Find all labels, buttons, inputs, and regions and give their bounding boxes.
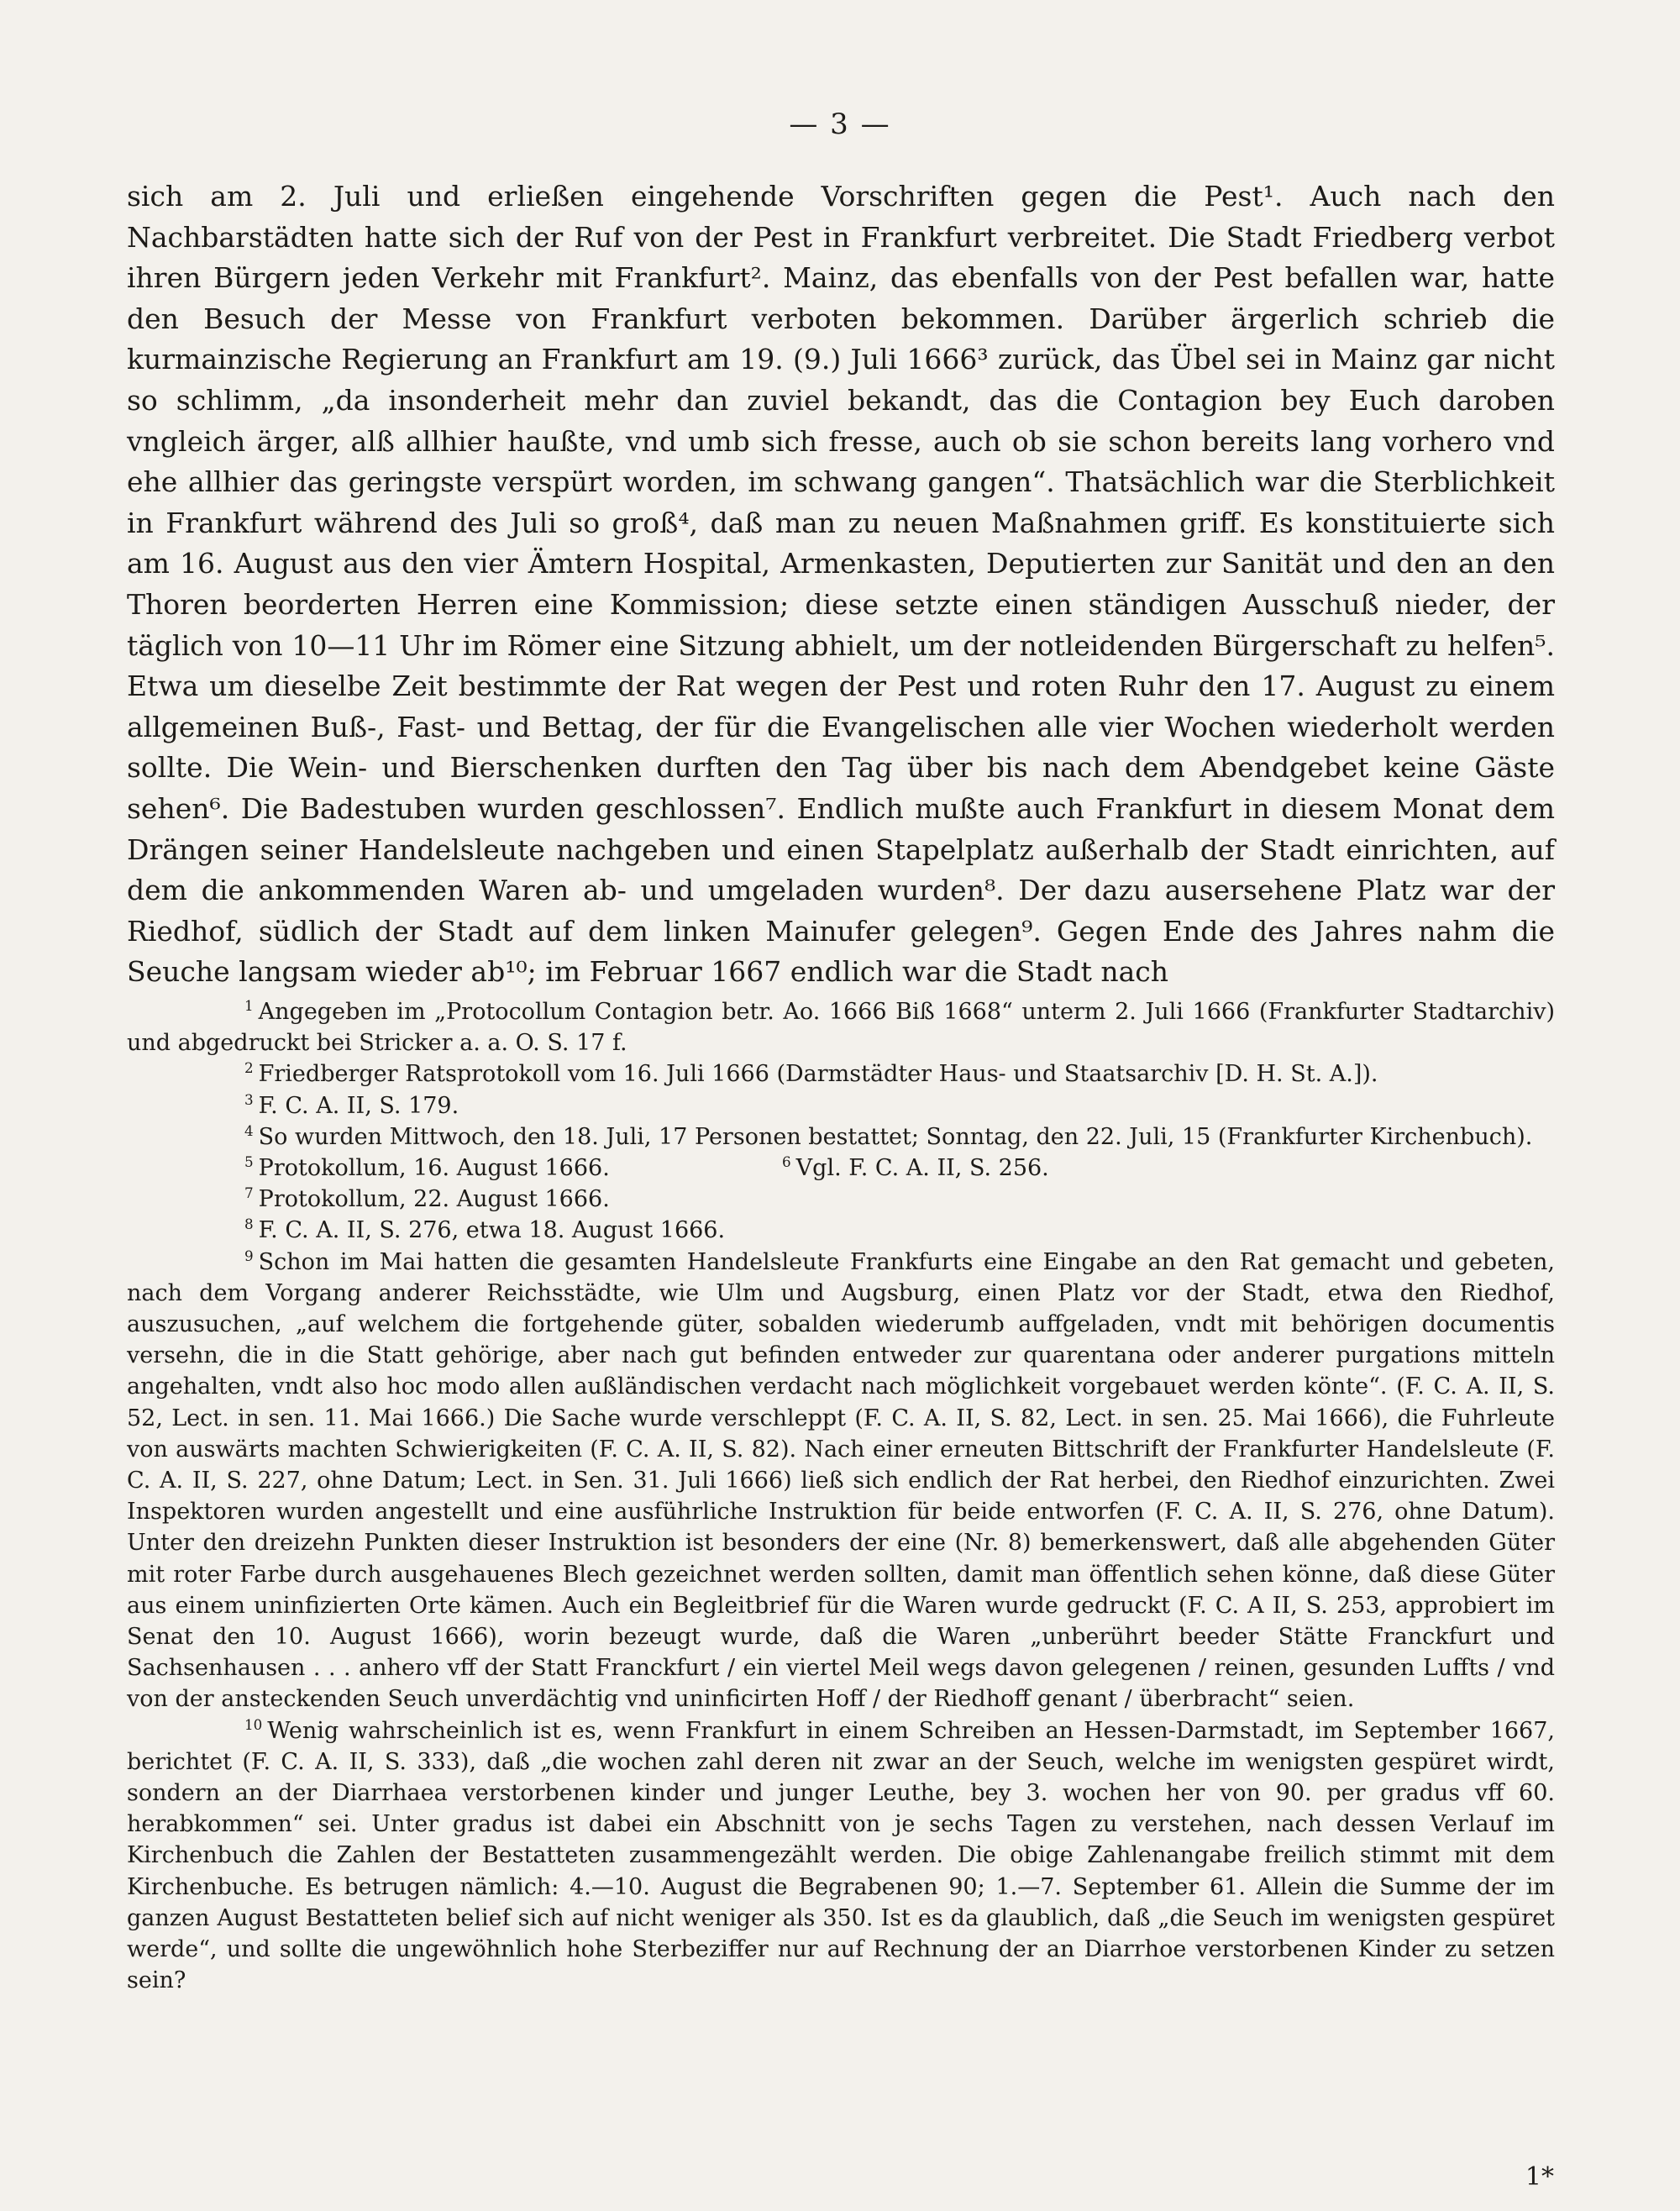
footnote-6 [782,1153,1049,1184]
footnote-mark: 6 [782,1153,791,1171]
footnote-text: Schon im Mai hatten die gesamten Handelsleute Frankfurts eine Eingabe an den Rat gemacht und gebeten, nach dem Vorgang anderer Reichsstädte, wie Ulm und Augsburg, einen Platz vor der Stadt, etwa den Riedhof, auszusuchen, „auf welchem die fortgehende güter, sobalden wiederumb auffgeladen, vndt mit behörigen documentis versehn, die in die Statt gehörige, aber nach gut befinden entweder zur quarentana oder anderer purgations mitteln angehalten, vndt also hoc modo allen außländischen verdacht nach möglichkeit vorgebauet werden könte“. (F. C. A. II, S. 52, Lect. in sen. 11. Mai 1666.) Die Sache wurde verschleppt (F. C. A. II, S. 82, Lect. in sen. 25. Mai 1666), die Fuhrleute von auswärts machten Schwierigkeiten (F. C. A. II, S. 82). Nach einer erneuten Bittschrift der Frankfurter Handelsleute (F. C. A. II, S. 227, ohne Datum; Lect. in Sen. 31. Juli 1666) ließ sich endlich der Rat herbei, den Riedhof einzurichten. Zwei Inspektoren wurden angestellt und eine ausführliche Instruktion für beide entworfen (F. C. A. II, S. 276, ohne Datum). Unter den dreizehn Punkten dieser Instruktion ist besonders der eine (Nr. 8) bemerkenswert, daß alle abgehenden Güter mit roter Farbe durch ausgehauenes Blech gezeichnet werden sollten, damit man öffentlich sehen könne, daß diese Güter aus einem uninfizierten Orte kämen. Auch ein Begleitbrief für die Waren wurde gedruckt (F. C. A II, S. 253, approbiert im Senat den 10. August 1666), worin bezeugt wurde, daß die Waren „unberührt beeder Stätte Franckfurt und Sachsenhausen . . . anhero vff der Statt Franckfurt / ein viertel Meil wegs davon gelegenen / reinen, gesunden Luffts / vnd von der ansteckenden Seuch unverdächtig vnd uninficirten Hoff / der Riedhoff genant / überbracht“ seien. [127,1248,1555,1713]
footnote-3 [127,1090,1555,1121]
footnote-text: F. C. A. II, S. 276, etwa 18. August 1666. [258,1217,726,1244]
footnote-9 [127,1247,1555,1715]
footnote-1 [127,996,1555,1058]
main-text-block [127,176,1555,993]
footnote-2 [127,1058,1555,1090]
footnote-8 [127,1215,1555,1246]
footnote-mark: 5 [244,1153,254,1171]
footnote-5 [127,1153,782,1184]
footnote-row-5-6 [127,1153,1555,1184]
footnote-mark: 9 [244,1247,254,1264]
footnote-text: Vgl. F. C. A. II, S. 256. [795,1155,1049,1182]
footnote-mark: 2 [244,1059,254,1077]
footnotes [127,996,1555,1997]
footnote-mark: 8 [244,1216,254,1233]
footnote-mark: 3 [244,1090,254,1108]
footnote-text: F. C. A. II, S. 179. [258,1092,459,1119]
footnote-text: Protokollum, 16. August 1666. [258,1155,610,1182]
footnote-text: Angegeben im „Protocollum Contagion betr. Ao. 1666 Biß 1668“ unterm 2. Juli 1666 (Frankfurter Stadtarchiv) und abgedruckt bei Stricker a. a. O. S. 17 f. [127,999,1555,1057]
signature-mark: 1* [1525,2162,1554,2192]
footnote-4 [127,1121,1555,1153]
page-number: — 3 — [789,108,891,141]
footnote-mark: 1 [244,997,254,1014]
main-paragraph: sich am 2. Juli und erließen eingehende Vorschriften gegen die Pest¹. Auch nach den Nachbarstädten hatte sich der Ruf von der Pest in Frankfurt verbreitet. Die Stadt Friedberg verbot ihren Bürgern jeden Verkehr mit Frankfurt². Mainz, das ebenfalls von der Pest befallen war, hatte den Besuch der Messe von Frankfurt verboten bekommen. Darüber ärgerlich schrieb die kurmainzische Regierung an Frankfurt am 19. (9.) Juli 1666³ zurück, das Übel sei in Mainz gar nicht so schlimm, „da insonderheit mehr dan zuviel bekandt, das die Contagion bey Euch daroben vngleich ärger, alß allhier haußte, vnd umb sich fresse, auch ob sie schon bereits lang vorhero vnd ehe allhier das geringste verspürt worden, im schwang gangen“. Thatsächlich war die Sterblichkeit in Frankfurt während des Juli so groß⁴, daß man zu neuen Maßnahmen griff. Es konstituierte sich am 16. August aus den vier Ämtern Hospital, Armenkasten, Deputierten zur Sanität und den an den Thoren beorderten Herren eine Kommission; diese setzte einen ständigen Ausschuß nieder, der täglich von 10—11 Uhr im Römer eine Sitzung abhielt, um der notleidenden Bürgerschaft zu helfen⁵. Etwa um dieselbe Zeit bestimmte der Rat wegen der Pest und roten Ruhr den 17. August zu einem allgemeinen Buß-, Fast- und Bettag, der für die Evangelischen alle vier Wochen wiederholt werden sollte. Die Wein- und Bierschenken durften den Tag über bis nach dem Abendgebet keine Gäste sehen⁶. Die Badestuben wurden geschlossen⁷. Endlich mußte auch Frankfurt in diesem Monat dem Drängen seiner Handelsleute nachgeben und einen Stapelplatz außerhalb der Stadt einrichten, auf dem die ankommenden Waren ab- und umgeladen wurden⁸. Der dazu ausersehene Platz war der Riedhof, südlich der Stadt auf dem linken Mainufer gelegen⁹. Gegen Ende des Jahres nahm die Seuche langsam wieder ab¹⁰; im Februar 1667 endlich war die Stadt nach [127,180,1555,989]
footnote-mark: 4 [244,1121,254,1139]
footnote-mark: 7 [244,1184,254,1202]
footnote-mark: 10 [244,1715,263,1733]
footnote-text: So wurden Mittwoch, den 18. Juli, 17 Personen bestattet; Sonntag, den 22. Juli, 15 (Frankfurter Kirchenbuch). [258,1123,1533,1150]
footnote-text: Friedberger Ratsprotokoll vom 16. Juli 1666 (Darmstädter Haus- und Staatsarchiv [D. H. St. A.]). [258,1061,1378,1088]
footnote-7 [127,1184,1555,1215]
footnote-text: Protokollum, 22. August 1666. [258,1186,610,1213]
footnote-text: Wenig wahrscheinlich ist es, wenn Frankfurt in einem Schreiben an Hessen-Darmstadt, im September 1667, berichtet (F. C. A. II, S. 333), daß „die wochen zahl deren nit zwar an der Seuch, welche im wenigsten gespüret wirdt, sondern an der Diarrhaea verstorbenen kinder und junger Leuthe, bey 3. wochen her von 90. per gradus vff 60. herabkommen“ sei. Unter gradus ist dabei ein Abschnitt von je sechs Tagen zu verstehen, nach dessen Verlauf im Kirchenbuch die Zahlen der Bestatteten zusammengezählt werden. Die obige Zahlenangabe freilich stimmt mit dem Kirchenbuche. Es betrugen nämlich: 4.—10. August die Begrabenen 90; 1.—7. September 61. Allein die Summe der im ganzen August Bestatteten belief sich auf nicht weniger als 350. Ist es da glaublich, daß „die Seuch im wenigsten gespüret werde“, und sollte die ungewöhnlich hohe Sterbeziffer nur auf Rechnung der an Diarrhoe verstorbenen Kinder zu setzen sein? [127,1717,1555,1994]
footnote-10 [127,1715,1555,1997]
